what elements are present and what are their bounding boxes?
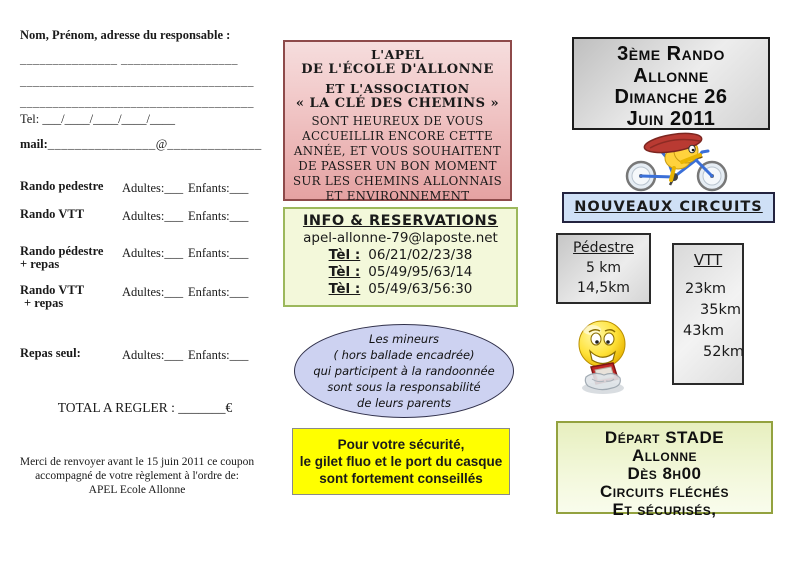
start-line1: Départ STADE <box>604 428 725 447</box>
row-rando-pedestre-repas-label: Rando pédestre + repas <box>20 244 104 271</box>
vtt-distance-4: 52km <box>703 344 744 360</box>
row-rando-vtt-adults-field: Adultes:___ <box>122 209 184 223</box>
apel-intro-box <box>283 40 512 201</box>
address-line-1: _______________ __________________ <box>20 52 238 66</box>
pedestre-distances-box <box>556 233 651 304</box>
minors-line5: de leurs parents <box>357 396 451 410</box>
row-rando-vtt-repas-children-field: Enfants:___ <box>188 285 249 299</box>
info-title: INFO & RESERVATIONS <box>302 213 499 229</box>
vtt-distance-3: 43km <box>683 323 724 339</box>
reading-smiley-icon <box>572 317 634 397</box>
tel-number-3: 05/49/63/56:30 <box>368 281 473 297</box>
event-title-line4: Juin 2011 <box>626 107 716 130</box>
start-line2: Allonne <box>631 446 698 465</box>
event-title-line1: 3ème Rando <box>617 43 725 65</box>
vtt-distances-box <box>672 243 744 385</box>
minors-line3: qui participent à la randoonnée <box>313 364 495 378</box>
tel-line: Tel: ___/____/____/____/____ <box>20 112 176 126</box>
minors-line4: sont sous la responsabilité <box>327 380 481 394</box>
contact-email: apel-allonne-79@laposte.net <box>303 230 498 246</box>
new-circuits-banner <box>562 192 775 223</box>
mail-blank-2: ______________ <box>167 137 262 151</box>
cyclist-icon <box>616 130 736 192</box>
address-line-2: ____________________________________ <box>20 74 254 88</box>
tel-label-3: Tèl : <box>328 281 361 297</box>
start-line4: Circuits fléchés <box>599 482 729 501</box>
return-note-line3: APEL Ecole Allonne <box>88 483 186 496</box>
tel-entry-2 <box>285 264 516 280</box>
tel-entry-1 <box>285 247 516 263</box>
row-rando-pedestre-adults-field: Adultes:___ <box>122 181 184 195</box>
tel-number-2: 05/49/95/63/14 <box>368 264 473 280</box>
row-rando-pedestre-repas-children-field: Enfants:___ <box>188 246 249 260</box>
start-line5: Et sécurisés, <box>612 500 717 519</box>
row-rando-vtt-repas-label: Rando VTT + repas <box>20 283 85 310</box>
event-title-line2: Allonne <box>633 64 709 87</box>
pedestre-title: Pédestre <box>573 240 634 256</box>
row-repas-seul-adults-field: Adultes:___ <box>122 348 184 362</box>
minors-line1: Les mineurs <box>369 332 439 346</box>
new-circuits-label: NOUVEAUX CIRCUITS <box>574 199 763 215</box>
intro-line3: ET L'ASSOCIATION <box>325 81 470 96</box>
event-title-box <box>572 37 770 130</box>
at-sign: @ <box>155 137 168 151</box>
intro-body: SONT HEUREUX DE VOUS ACCUEILLIR ENCORE CETTE ANNÉE, ET VOUS SOUHAITENT DE PASSER UN BON MOMENT SUR LES CHEMINS ALLONNAIS ET ENVIRONNEMENT <box>292 114 502 203</box>
safety-line2: le gilet fluo et le port du casque <box>299 454 503 469</box>
tel-number-1: 06/21/02/23/38 <box>368 247 473 263</box>
row-rando-vtt-label: Rando VTT <box>20 207 85 221</box>
intro-line4: « LA CLÉ DES CHEMINS » <box>295 96 500 111</box>
intro-line2: DE L'ÉCOLE D'ALLONNE <box>301 62 494 77</box>
row-repas-seul-children-field: Enfants:___ <box>188 348 249 362</box>
minors-notice-ellipse <box>294 324 514 418</box>
form-title: Nom, Prénom, adresse du responsable : <box>20 28 231 42</box>
row-rando-pedestre-label: Rando pedestre <box>20 179 104 193</box>
vtt-distance-1: 23km <box>685 281 726 297</box>
total-line: TOTAL A REGLER : _______€ <box>57 400 233 415</box>
event-title-line3: Dimanche 26 <box>614 86 728 108</box>
row-rando-vtt-repas-adults-field: Adultes:___ <box>122 285 184 299</box>
minors-line2: ( hors ballade encadrée) <box>333 348 475 362</box>
intro-line1: L'APEL <box>370 47 425 62</box>
return-note-line1: Merci de renvoyer avant le 15 juin 2011 ce coupon <box>19 456 255 468</box>
tel-label-1: Tèl : <box>328 247 361 263</box>
safety-line3: sont fortement conseillés <box>319 471 483 486</box>
start-line3: Dès 8h00 <box>627 464 702 483</box>
row-rando-pedestre-repas-adults-field: Adultes:___ <box>122 246 184 260</box>
mail-line <box>20 137 262 152</box>
tel-entry-3 <box>285 281 516 297</box>
safety-line1: Pour votre sécurité, <box>337 437 465 452</box>
mail-blank-1: ________________ <box>47 137 156 151</box>
mail-label: mail: <box>20 137 48 151</box>
pedestre-distance-1: 5 km <box>585 260 622 276</box>
row-rando-pedestre-children-field: Enfants:___ <box>188 181 249 195</box>
return-note-line2: accompagné de votre règlement à l'ordre de: <box>35 469 239 482</box>
address-line-3: ____________________________________ <box>20 95 254 109</box>
start-info-box <box>556 421 773 519</box>
row-repas-seul-label: Repas seul: <box>20 346 81 360</box>
vtt-title: VTT <box>693 251 723 269</box>
info-reservations-box <box>283 207 518 307</box>
tel-label-2: Tèl : <box>328 264 361 280</box>
return-note <box>8 456 266 497</box>
row-rando-vtt-children-field: Enfants:___ <box>188 209 249 223</box>
safety-advice-box <box>292 428 510 495</box>
vtt-distance-2: 35km <box>700 302 741 318</box>
pedestre-distance-2: 14,5km <box>577 280 630 296</box>
